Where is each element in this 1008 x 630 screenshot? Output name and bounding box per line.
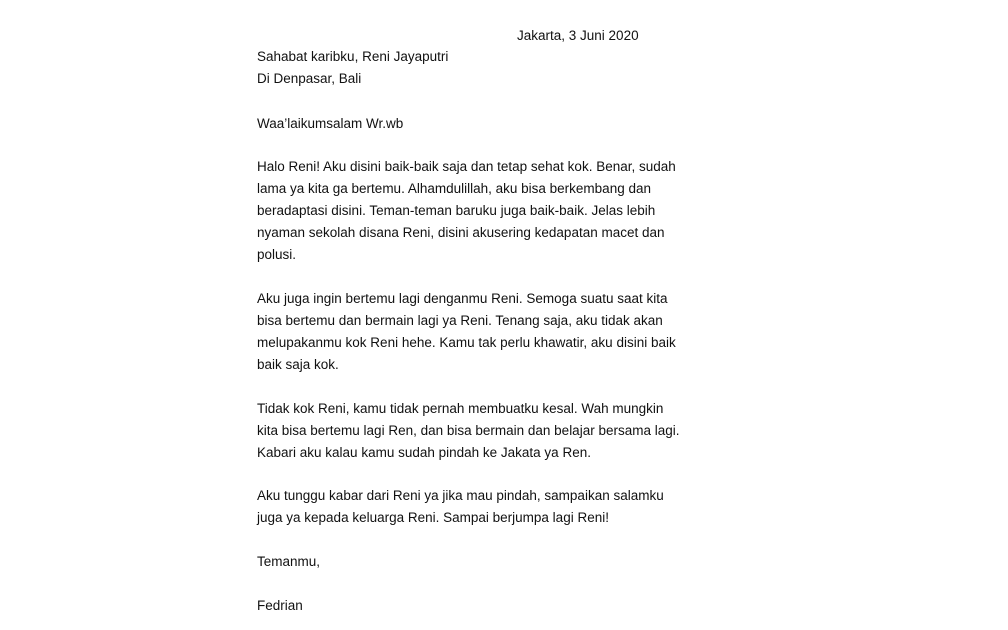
greeting-text: Waa’laikumsalam Wr.wb [257, 116, 404, 131]
closing-text: Temanmu, [257, 554, 321, 569]
paragraph-line: kita bisa bertemu lagi Ren, dan bisa bermain dan belajar bersama lagi. [257, 423, 680, 438]
paragraph-1 [257, 156, 697, 266]
letter-closing [257, 551, 697, 573]
paragraph-line: juga ya kepada keluarga Reni. Sampai berjumpa lagi Reni! [257, 510, 609, 525]
paragraph-4 [257, 485, 697, 529]
recipient-address [257, 46, 697, 90]
paragraph-line: Halo Reni! Aku disini baik-baik saja dan tetap sehat kok. Benar, sudah [257, 159, 676, 174]
recipient-line: Sahabat karibku, Reni Jayaputri [257, 49, 449, 64]
paragraph-line: polusi. [257, 247, 297, 262]
paragraph-line: nyaman sekolah disana Reni, disini akusering kedapatan macet dan [257, 225, 665, 240]
letter-greeting [257, 113, 697, 135]
paragraph-line: beradaptasi disini. Teman-teman baruku juga baik-baik. Jelas lebih [257, 203, 656, 218]
paragraph-line: Aku juga ingin bertemu lagi denganmu Reni. Semoga suatu saat kita [257, 291, 668, 306]
paragraph-line: baik saja kok. [257, 357, 339, 372]
recipient-location: Di Denpasar, Bali [257, 71, 362, 86]
paragraph-line: bisa bertemu dan bermain lagi ya Reni. Tenang saja, aku tidak akan [257, 313, 663, 328]
paragraph-line: melupakanmu kok Reni hehe. Kamu tak perlu khawatir, aku disini baik [257, 335, 676, 350]
paragraph-line: Aku tunggu kabar dari Reni ya jika mau pindah, sampaikan salamku [257, 488, 664, 503]
paragraph-line: lama ya kita ga bertemu. Alhamdulillah, aku bisa berkembang dan [257, 181, 651, 196]
signature-name: Fedrian [257, 598, 303, 613]
paragraph-2 [257, 288, 697, 376]
paragraph-line: Kabari aku kalau kamu sudah pindah ke Jakata ya Ren. [257, 445, 591, 460]
letter-date: Jakarta, 3 Juni 2020 [517, 28, 639, 43]
paragraph-3 [257, 398, 697, 464]
letter-signature [257, 595, 697, 617]
paragraph-line: Tidak kok Reni, kamu tidak pernah membuatku kesal. Wah mungkin [257, 401, 664, 416]
